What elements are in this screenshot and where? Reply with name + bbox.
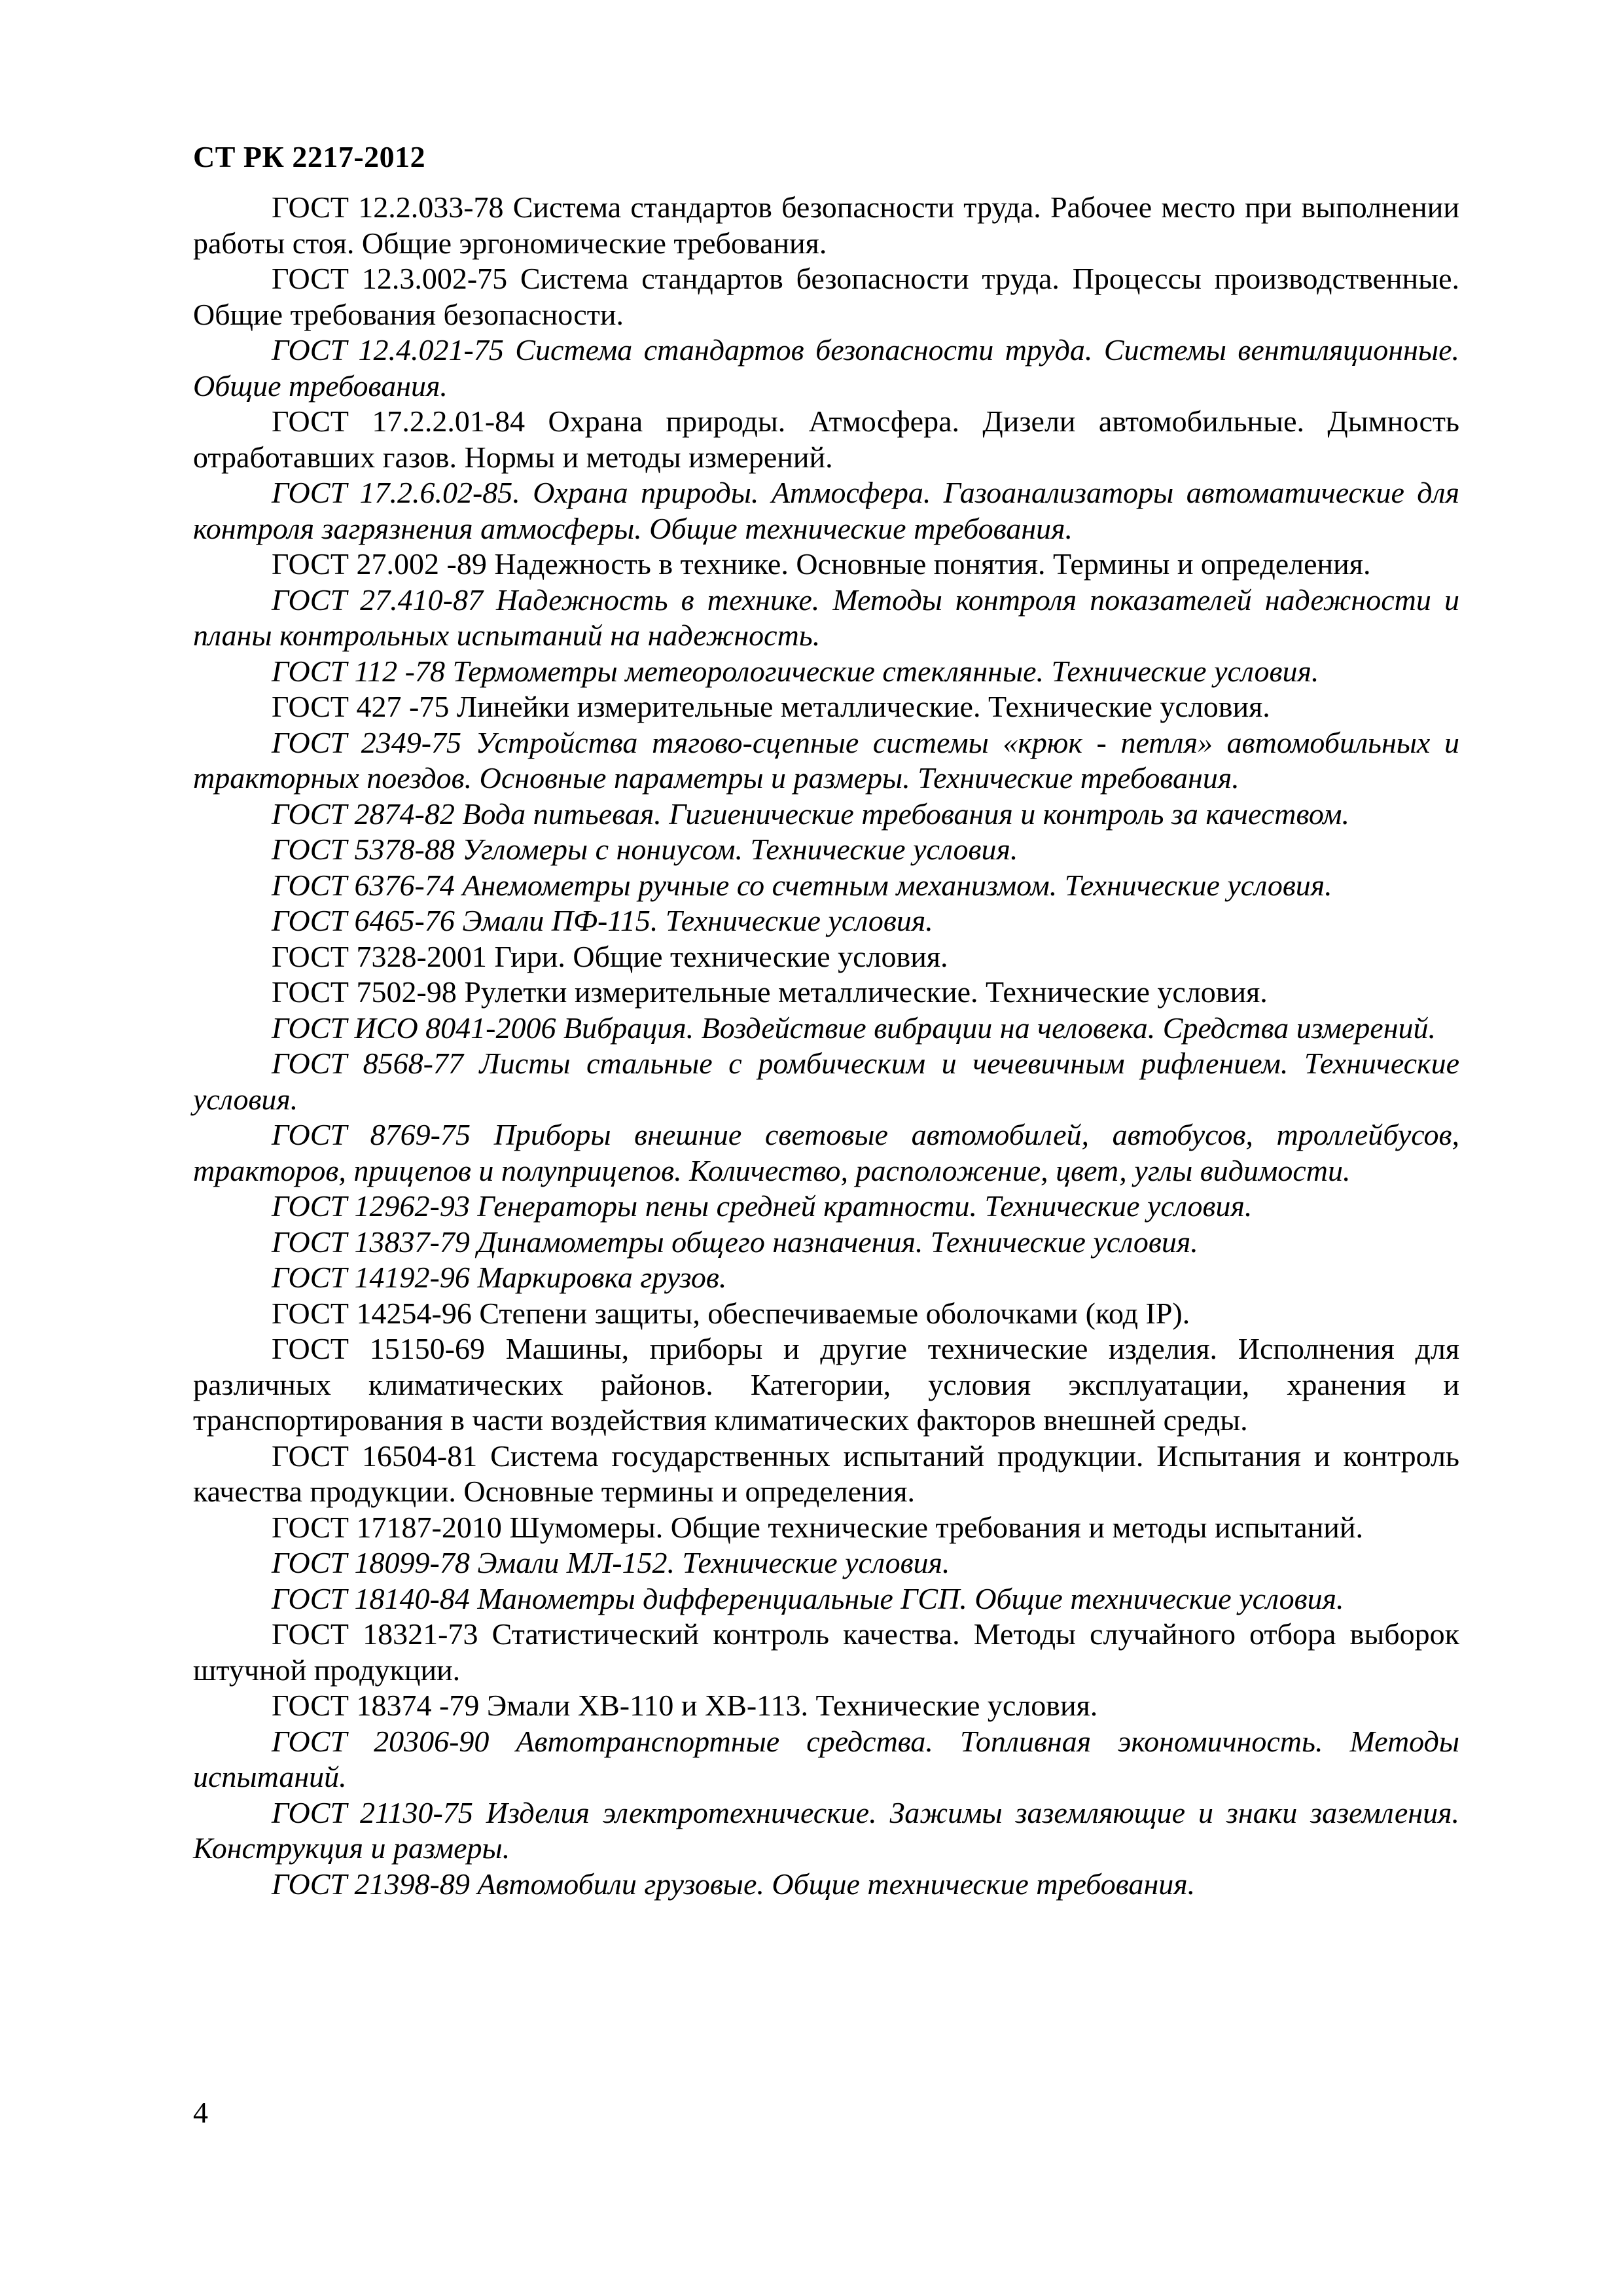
reference-entry: ГОСТ 6376-74 Анемометры ручные со счетным механизмом. Технические условия. <box>272 868 1332 902</box>
reference-entry: ГОСТ 12.3.002-75 Система стандартов безопасности труда. Процессы производственные. Общие требования безопасности. <box>193 262 1459 331</box>
reference-entry: ГОСТ 17187-2010 Шумомеры. Общие технические требования и методы испытаний. <box>272 1510 1364 1544</box>
reference-entry: ГОСТ 17.2.2.01-84 Охрана природы. Атмосфера. Дизели автомобильные. Дымность отработавших газов. Нормы и методы измерений. <box>193 404 1459 474</box>
page-number: 4 <box>193 2096 208 2129</box>
reference-entry: ГОСТ 12.2.033-78 Система стандартов безопасности труда. Рабочее место при выполнении работы стоя. Общие эргономические требования. <box>193 190 1459 260</box>
reference-entry: ГОСТ ИСО 8041-2006 Вибрация. Воздействие вибрации на человека. Средства измерений. <box>272 1011 1436 1045</box>
reference-entry: ГОСТ 20306-90 Автотранспортные средства. Топливная экономичность. Методы испытаний. <box>193 1724 1459 1793</box>
reference-entry: ГОСТ 18140-84 Манометры дифференциальные ГСП. Общие технические условия. <box>272 1581 1344 1615</box>
reference-entry: ГОСТ 21130-75 Изделия электротехнические. Зажимы заземляющие и знаки заземления. Конструкция и размеры. <box>193 1795 1459 1865</box>
reference-entry: ГОСТ 112 -78 Термометры метеорологические стеклянные. Технические условия. <box>272 654 1319 688</box>
reference-entry: ГОСТ 27.002 -89 Надежность в технике. Основные понятия. Термины и определения. <box>272 547 1371 581</box>
document-header: СТ РК 2217-2012 <box>193 140 426 173</box>
reference-entry: ГОСТ 12962-93 Генераторы пены средней кратности. Технические условия. <box>272 1189 1253 1223</box>
reference-entry: ГОСТ 427 -75 Линейки измерительные металлические. Технические условия. <box>272 690 1270 723</box>
reference-entry: ГОСТ 8568-77 Листы стальные с ромбическим и чечевичным рифлением. Технические условия. <box>193 1047 1459 1116</box>
reference-entry: ГОСТ 21398-89 Автомобили грузовые. Общие технические требования. <box>272 1867 1196 1901</box>
normative-references-list <box>193 190 1459 1902</box>
reference-entry: ГОСТ 15150-69 Машины, приборы и другие технические изделия. Исполнения для различных климатических районов. Категории, условия эксплуатации, хранения и транспортирования в части воздействия климатических факторов внешней среды. <box>193 1332 1459 1437</box>
reference-entry: ГОСТ 16504-81 Система государственных испытаний продукции. Испытания и контроль качества продукции. Основные термины и определения. <box>193 1439 1459 1508</box>
reference-entry: ГОСТ 2349-75 Устройства тягово-сцепные системы «крюк - петля» автомобильных и тракторных поездов. Основные параметры и размеры. Технические требования. <box>193 725 1459 795</box>
reference-entry: ГОСТ 2874-82 Вода питьевая. Гигиенические требования и контроль за качеством. <box>272 797 1349 831</box>
reference-entry: ГОСТ 7328-2001 Гири. Общие технические условия. <box>272 939 948 973</box>
reference-entry: ГОСТ 18374 -79 Эмали ХВ-110 и ХВ-113. Технические условия. <box>272 1689 1098 1722</box>
reference-entry: ГОСТ 13837-79 Динамометры общего назначения. Технические условия. <box>272 1225 1198 1259</box>
reference-entry: ГОСТ 6465-76 Эмали ПФ-115. Технические условия. <box>272 904 933 937</box>
reference-entry: ГОСТ 12.4.021-75 Система стандартов безопасности труда. Системы вентиляционные. Общие требования. <box>193 333 1459 403</box>
reference-entry: ГОСТ 18321-73 Статистический контроль качества. Методы случайного отбора выборок штучной продукции. <box>193 1617 1459 1687</box>
reference-entry: ГОСТ 14254-96 Степени защиты, обеспечиваемые оболочками (код IP). <box>272 1296 1190 1330</box>
reference-entry: ГОСТ 8769-75 Приборы внешние световые автомобилей, автобусов, троллейбусов, тракторов, прицепов и полуприцепов. Количество, расположение, цвет, углы видимости. <box>193 1118 1459 1187</box>
reference-entry: ГОСТ 14192-96 Маркировка грузов. <box>272 1261 727 1294</box>
reference-entry: ГОСТ 27.410-87 Надежность в технике. Методы контроля показателей надежности и планы контрольных испытаний на надежность. <box>193 583 1459 652</box>
reference-entry: ГОСТ 17.2.6.02-85. Охрана природы. Атмосфера. Газоанализаторы автоматические для контроля загрязнения атмосферы. Общие технические требования. <box>193 476 1459 545</box>
reference-entry: ГОСТ 7502-98 Рулетки измерительные металлические. Технические условия. <box>272 975 1268 1009</box>
reference-entry: ГОСТ 5378-88 Угломеры с нониусом. Технические условия. <box>272 833 1018 866</box>
reference-entry: ГОСТ 18099-78 Эмали МЛ-152. Технические условия. <box>272 1546 950 1579</box>
